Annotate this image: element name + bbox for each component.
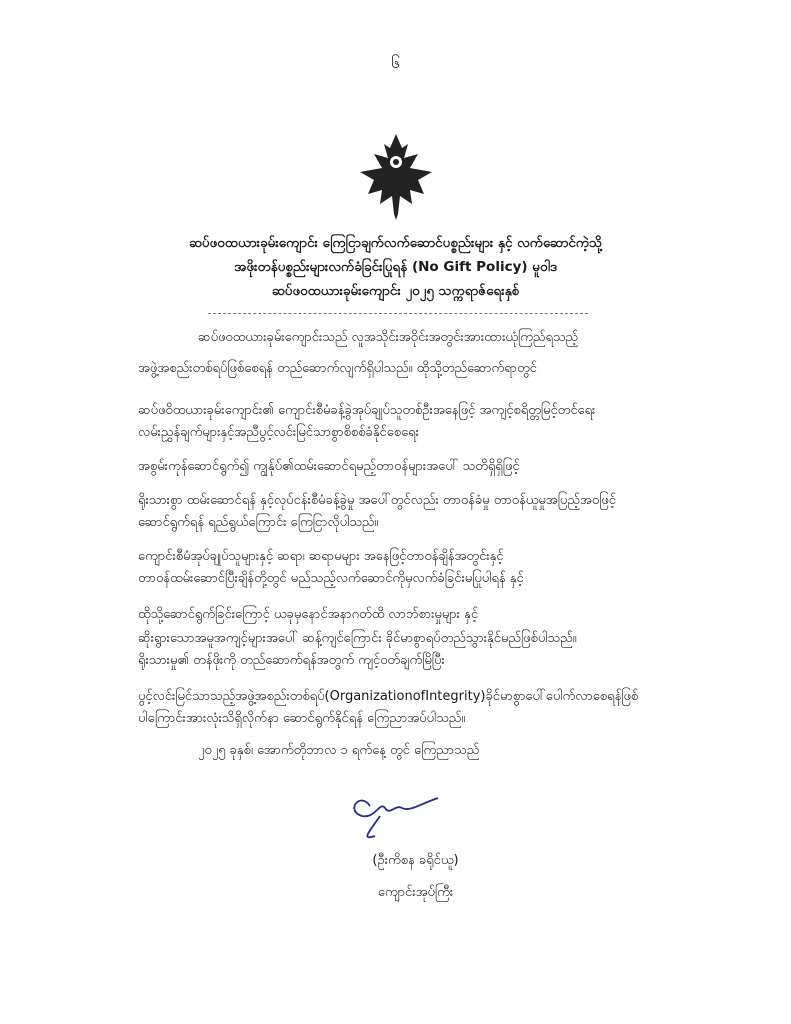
body-line: ဆပ်ဖဝထယားခုမ်းကျောင်းသည် လူအသိုင်းအဝိုင်းအတွင်းအားထားယုံကြည်ရသည့် <box>198 330 579 345</box>
declaration-date: ၂၀၂၅ ခုနှစ်၊ အောက်တိုဘာလ ၁ ရက်နေ့ တွင် ကြေညာသည် <box>198 743 480 758</box>
body-line: အစွမ်းကုန်ဆောင်ရွက်၍ ကျွန်ုပ်၏ထမ်းဆောင်ရမည့်တာဝန်များအပေါ် သတိရှိရှိဖြင့် <box>138 459 520 474</box>
body-line: ရိုးသားမှု၏ တန်ဖိုးကို တည်ဆောက်ရန်အတွက် ကျင့်ဝတ်ချက်မြိပြီး <box>138 653 445 668</box>
body-line: ပါကြောင်းအားလုံးသိရှိလိုက်နာ ဆောင်ရွက်နိုင်ရန် ကြေညာအပ်ပါသည်။ <box>138 711 466 726</box>
heading-line-3: ဆပ်ဖဝထယားခုမ်းကျောင်း ၂၀၂၅ သက္ကရာဇ်ရေးနှစ် <box>271 283 520 299</box>
body-line: ဆောင်ရွက်ရန် ရည်ရွယ်ကြောင်း ကြေငြာလိုပါသည်။ <box>138 515 379 530</box>
handwritten-signature <box>340 786 460 846</box>
divider <box>208 313 588 314</box>
garuda-emblem-icon <box>344 128 448 226</box>
body-line: လမ်းညွှန်ချက်များနှင့်အညီပွင့်လင်းမြင်သာစွာစိစစ်ခံနိုင်စေရေး <box>138 425 419 440</box>
body-line: ဆပ်ဖဝိထယားခုမ်းကျောင်း၏ ကျောင်းစီမံခန့်ခွဲအုပ်ချုပ်သူတစ်ဦးအနေဖြင့် အကျင့်စရိတ္တမြင့်တင်ရေး <box>138 403 596 418</box>
heading-line-2: အဖိုးတန်ပစ္စည်းများလက်ခံခြင်းပြုရန် (No Gift Policy) မူဝါဒ <box>234 259 557 275</box>
body-line: ကျောင်းစီမံအုပ်ချုပ်သူများနှင့် ဆရာ၊ ဆရာမများ အနေဖြင့်တာဝန်ချိန်အတွင်းနှင့် <box>138 549 504 564</box>
signer-title: ကျောင်းအုပ်ကြီး <box>377 885 454 900</box>
heading-line-1: ဆပ်ဖဝထယားခုမ်းကျောင်း ကြေငြာချက်လက်ဆောင်ပစ္စည်းများ နှင့် လက်ဆောင်ကဲ့သို့ <box>188 235 603 251</box>
body-line: တာဝန်ထမ်းဆောင်ပြီးချိန်တို့တွင် မည်သည့်လက်ဆောင်ကိုမှလက်ခံခြင်းမပြုပါရန် နှင့် <box>138 571 524 586</box>
signer-name: (ဦးကိစန ခရိုင်ယူ) <box>372 853 459 868</box>
page-number: ၆ <box>391 53 400 72</box>
body-line: ဆိုးရွားသောအမူအကျင့်များအပေါ် ဆန့်ကျင်ကြောင်း ခိုင်မာစွာရပ်တည်သွားနိုင်မည်ဖြစ်ပါသည်။ <box>138 631 577 646</box>
body-line: အဖွဲ့အစည်းတစ်ရပ်ဖြစ်စေရန် တည်ဆောက်လျက်ရှိပါသည်။ ထိုသို့တည်ဆောက်ရာတွင် <box>138 361 537 376</box>
body-line: ရိုးသားစွာ ထမ်းဆောင်ရန် နှင့်လုပ်ငန်းစီမံခန့်ခွဲမှု အပေါ်တွင်လည်း တာဝန်ခံမှု တာဝန်ယူမှုအပြည့်အဝဖြင့် <box>138 493 616 508</box>
body-line: ပွင့်လင်းမြင်သာသည့်အဖွဲ့အစည်းတစ်ရပ်(OrganizationofIntegrity)ခိုင်မာစွာပေါ်ပေါက်လာစေရန်ဖြစ် <box>138 689 639 704</box>
body-line: ထိုသို့ဆောင်ရွက်ခြင်းကြောင့် ယခုမှနောင်အနာဂတ်ထိ လာဘ်စားမှုများ နှင့် <box>138 607 479 622</box>
